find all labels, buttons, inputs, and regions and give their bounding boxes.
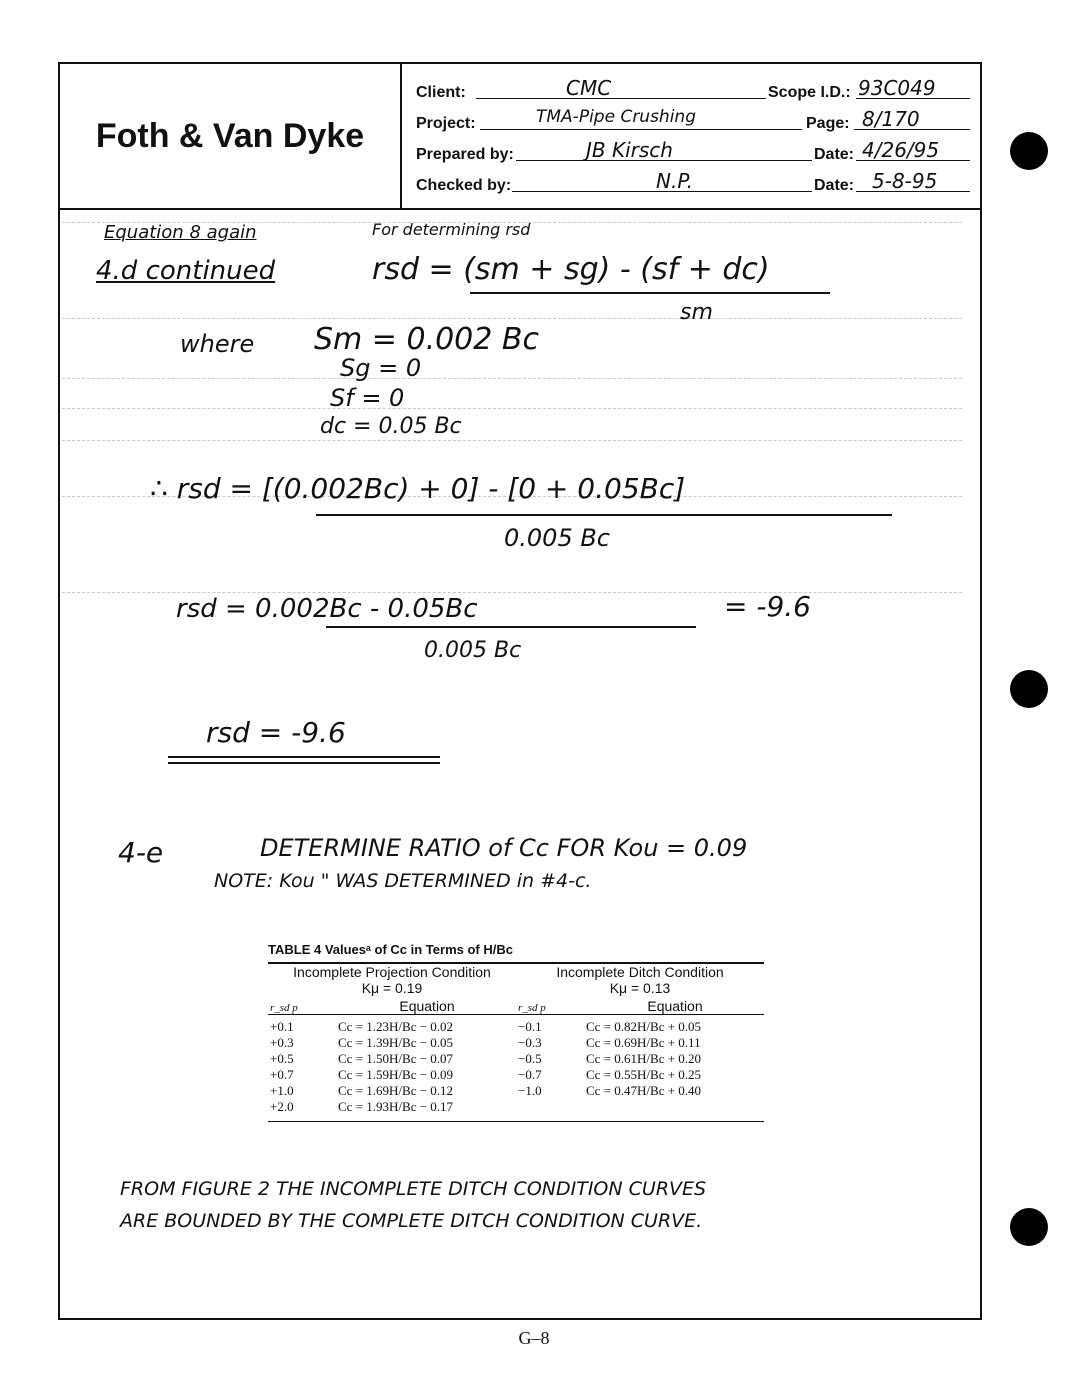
- right-r-header: r_sd p: [518, 1002, 546, 1014]
- scope-label: Scope I.D.:: [768, 84, 851, 101]
- prepared-label: Prepared by:: [416, 146, 514, 163]
- page-label: Page:: [806, 115, 850, 132]
- sm-value: Sm = 0.002 Bc: [314, 322, 539, 357]
- formula-numerator: rsd = (sm + sg) - (sf + dc): [372, 252, 770, 287]
- left-r-cell: +0.5: [270, 1051, 294, 1066]
- project-row: [416, 109, 976, 140]
- table-column-headers: [268, 996, 764, 1015]
- sf-value: Sf = 0: [330, 384, 405, 412]
- simplified-numerator: rsd = 0.002Bc - 0.05Bc: [176, 594, 478, 624]
- right-r-cell: −0.5: [518, 1051, 542, 1066]
- right-eq-cell: Cc = 0.47H/Bc + 0.40: [586, 1083, 702, 1098]
- continued-note: 4.d continued: [96, 256, 276, 286]
- date-value-2: 5-8-95: [872, 169, 938, 193]
- left-eq-cell: Cc = 1.23H/Bc − 0.02: [338, 1019, 454, 1034]
- substitution-numerator: ∴ rsd = [(0.002Bc) + 0] - [0 + 0.05Bc]: [150, 472, 686, 505]
- left-r-cell: +2.0: [270, 1099, 294, 1114]
- right-r-cell: −1.0: [518, 1083, 542, 1098]
- table-body: [268, 1015, 764, 1122]
- left-r-header: r_sd p: [270, 1002, 298, 1014]
- page-frame: [58, 62, 982, 1320]
- punch-hole-middle: [1010, 670, 1048, 708]
- page-value: 8/170: [862, 107, 920, 131]
- conclusion-line-1: FROM FIGURE 2 THE INCOMPLETE DITCH CONDITION CURVES: [120, 1178, 707, 1200]
- title-block: [60, 64, 980, 210]
- left-eq-cell: Cc = 1.39H/Bc − 0.05: [338, 1035, 454, 1050]
- note-text: NOTE: Kou " WAS DETERMINED in #4-c.: [214, 870, 592, 892]
- right-eq-cell: [586, 1099, 764, 1115]
- right-eq-header: Equation: [647, 998, 703, 1014]
- company-name: Foth & Van Dyke: [60, 64, 402, 208]
- prepared-value: JB Kirsch: [586, 138, 673, 162]
- right-eq-cell: Cc = 0.61H/Bc + 0.20: [586, 1051, 702, 1066]
- right-eq-cell: Cc = 0.55H/Bc + 0.25: [586, 1067, 702, 1082]
- title-block-fields: [416, 78, 976, 202]
- punch-hole-top: [1010, 132, 1048, 170]
- table-row: [268, 1051, 764, 1067]
- right-r-cell: −0.3: [518, 1035, 542, 1050]
- scope-value: 93C049: [858, 76, 936, 100]
- left-condition-title: Incomplete Projection Condition: [293, 964, 491, 980]
- left-k-value: Kμ = 0.19: [361, 980, 423, 996]
- left-r-cell: +1.0: [270, 1083, 294, 1098]
- where-label: where: [180, 330, 255, 358]
- checked-row: [416, 171, 976, 202]
- sg-value: Sg = 0: [340, 354, 422, 382]
- page-number: G–8: [518, 1328, 550, 1348]
- table-row: [268, 1067, 764, 1083]
- right-eq-cell: Cc = 0.82H/Bc + 0.05: [586, 1019, 702, 1034]
- date-label-2: Date:: [814, 177, 855, 194]
- prepared-row: [416, 140, 976, 171]
- equation-purpose: For determining rsd: [372, 220, 531, 239]
- left-eq-cell: Cc = 1.69H/Bc − 0.12: [338, 1083, 454, 1098]
- left-eq-cell: Cc = 1.59H/Bc − 0.09: [338, 1067, 454, 1082]
- client-row: [416, 78, 976, 109]
- client-label: Client:: [416, 84, 466, 101]
- punch-hole-bottom: [1010, 1208, 1048, 1246]
- table-row: [268, 1083, 764, 1099]
- simplified-denominator: 0.005 Bc: [424, 638, 522, 663]
- project-value: TMA-Pipe Crushing: [536, 107, 696, 127]
- checked-value: N.P.: [656, 169, 693, 193]
- date-label-1: Date:: [814, 146, 855, 163]
- client-value: CMC: [566, 76, 612, 100]
- table-row: [268, 1099, 764, 1115]
- left-r-cell: +0.7: [270, 1067, 294, 1082]
- conclusion-line-2: ARE BOUNDED BY THE COMPLETE DITCH CONDITION CURVE.: [120, 1210, 703, 1232]
- date-value-1: 4/26/95: [862, 138, 940, 162]
- left-eq-cell: Cc = 1.50H/Bc − 0.07: [338, 1051, 454, 1066]
- left-r-cell: +0.3: [270, 1035, 294, 1050]
- right-r-cell: −0.7: [518, 1067, 542, 1082]
- project-label: Project:: [416, 115, 476, 132]
- right-r-cell: −0.1: [518, 1019, 542, 1034]
- left-eq-header: Equation: [399, 998, 455, 1014]
- table-headings: [268, 964, 764, 996]
- equation-title: Equation 8 again: [104, 222, 257, 243]
- left-eq-cell: Cc = 1.93H/Bc − 0.17: [338, 1099, 454, 1114]
- dc-value: dc = 0.05 Bc: [320, 414, 462, 439]
- right-eq-cell: Cc = 0.69H/Bc + 0.11: [586, 1035, 701, 1050]
- formula-denominator: sm: [680, 300, 713, 325]
- left-r-cell: +0.1: [270, 1019, 294, 1034]
- table-row: [268, 1019, 764, 1035]
- simplified-equals: = -9.6: [724, 590, 811, 623]
- right-r-cell: [516, 1099, 586, 1115]
- checked-label: Checked by:: [416, 177, 512, 194]
- cc-values-table: [268, 942, 764, 1122]
- step-label: 4-e: [118, 836, 164, 869]
- table-caption: TABLE 4 Valuesᵃ of Cc in Terms of H/Bc: [268, 942, 513, 957]
- right-condition-title: Incomplete Ditch Condition: [556, 964, 724, 980]
- result-value: rsd = -9.6: [206, 716, 346, 749]
- table-row: [268, 1035, 764, 1051]
- step-text: DETERMINE RATIO of Cc FOR Kou = 0.09: [260, 834, 748, 862]
- right-k-value: Kμ = 0.13: [609, 980, 671, 996]
- substitution-denominator: 0.005 Bc: [504, 524, 610, 552]
